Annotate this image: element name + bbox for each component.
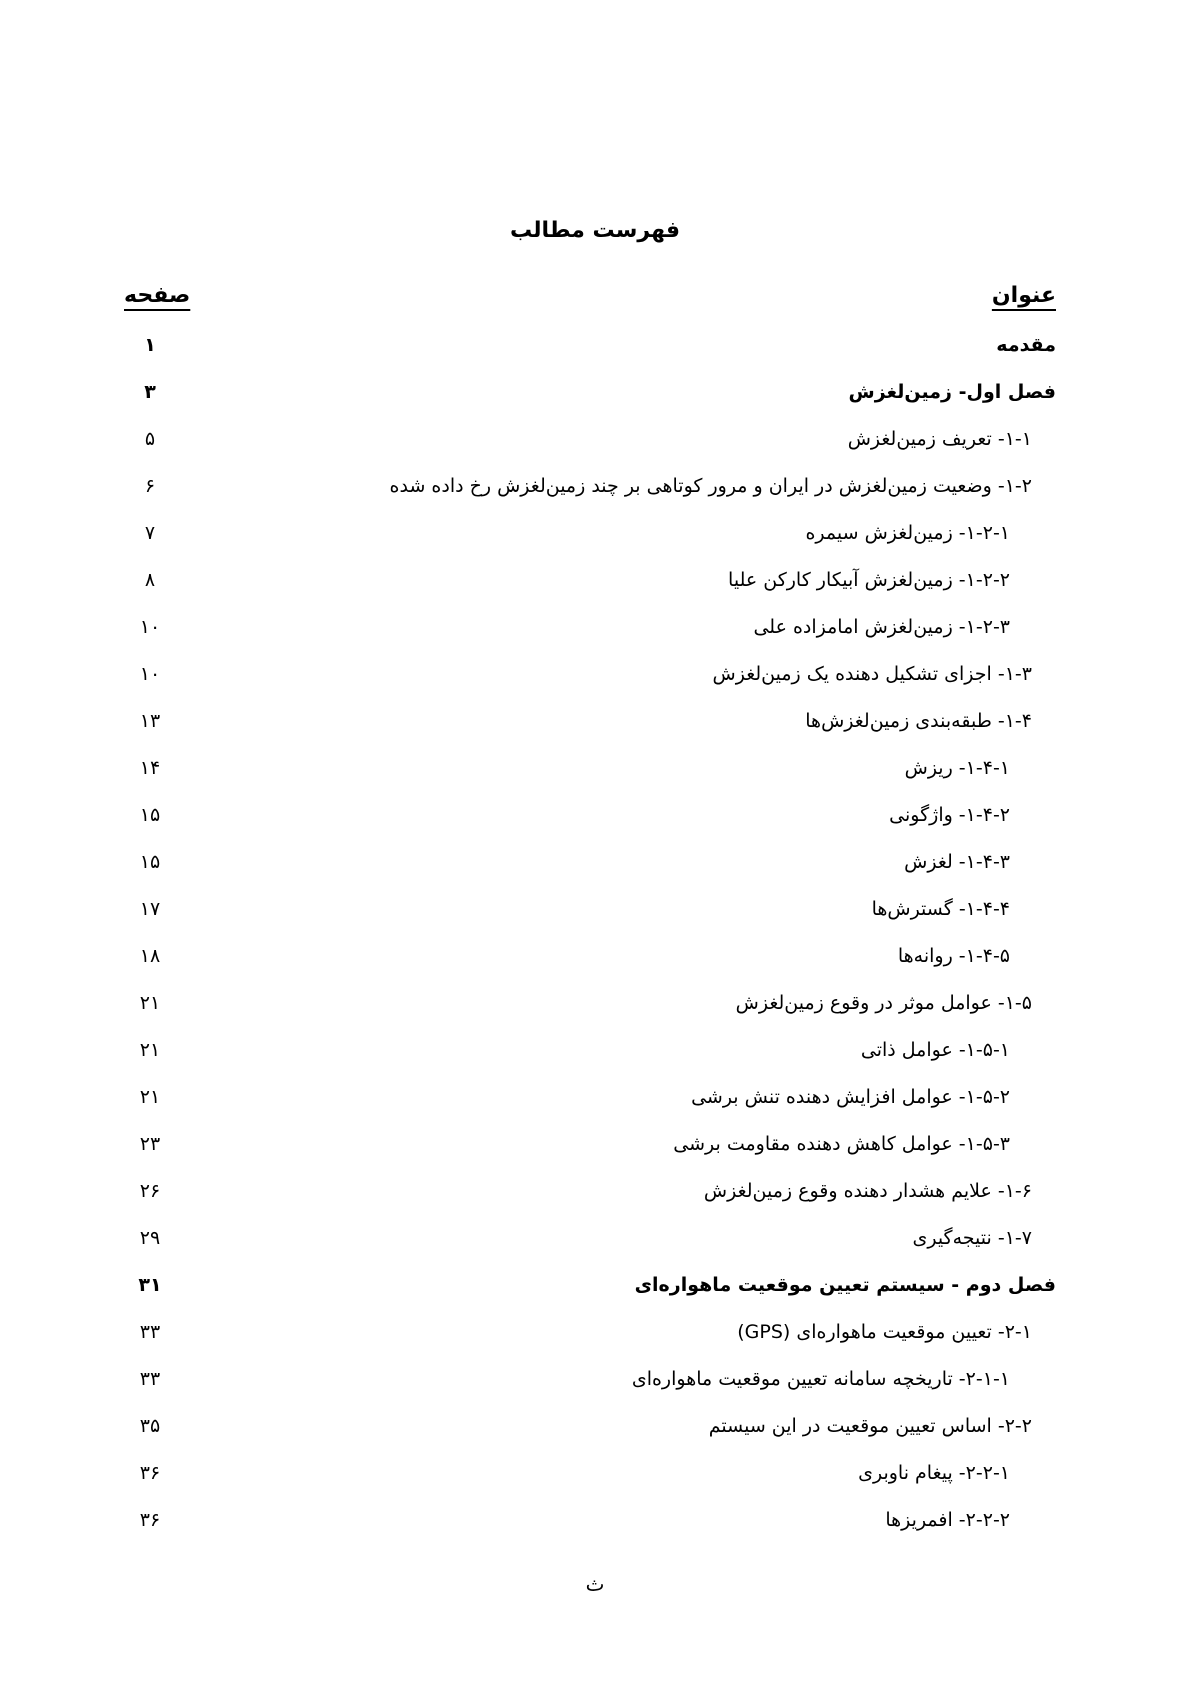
toc-entry-title: ۲-۱- تعیین موقعیت ماهواره‌ای (GPS)	[737, 1321, 1032, 1343]
toc-entry-title: ۱-۲- وضعیت زمین‌لغزش در ایران و مرور کوتاهی بر چند زمین‌لغزش رخ داده شده	[389, 475, 1032, 497]
toc-entry-page: ۲۶	[139, 1180, 161, 1202]
toc-entry[interactable]	[0, 941, 1190, 988]
toc-entry[interactable]	[0, 471, 1190, 518]
toc-entry-page: ۳۶	[139, 1462, 161, 1484]
toc-entry-title: ۱-۴-۴- گسترش‌ها	[871, 898, 1010, 920]
toc-entry[interactable]	[0, 988, 1190, 1035]
toc-entry-title: ۱-۵-۳- عوامل کاهش دهنده مقاومت برشی	[673, 1133, 1010, 1155]
toc-entry[interactable]	[0, 1035, 1190, 1082]
toc-entry-page: ۳۶	[139, 1509, 161, 1531]
toc-entry[interactable]	[0, 706, 1190, 753]
toc-entry[interactable]	[0, 565, 1190, 612]
toc-entry-title: ۱-۵- عوامل موثر در وقوع زمین‌لغزش	[735, 992, 1032, 1014]
toc-entry-title: ۱-۴-۵- روانه‌ها	[897, 945, 1010, 967]
toc-entry-page: ۱۵	[139, 851, 161, 873]
toc-entry-page: ۲۱	[139, 1086, 161, 1108]
toc-entry-page: ۱۷	[139, 898, 161, 920]
toc-entry-title: ۲-۲-۱- پیغام ناوبری	[858, 1462, 1010, 1484]
toc-entry-page: ۳	[144, 381, 156, 403]
toc-entry-page: ۲۱	[139, 992, 161, 1014]
toc-entry-title: فصل دوم - سیستم تعیین موقعیت ماهواره‌ای	[634, 1274, 1056, 1296]
toc-entry-page: ۳۳	[139, 1368, 161, 1390]
toc-entry-title: ۲-۲- اساس تعیین موقعیت در این سیستم	[708, 1415, 1032, 1437]
toc-entry-title: ۱-۵-۲- عوامل افزایش دهنده تنش برشی	[691, 1086, 1010, 1108]
toc-entry[interactable]	[0, 1505, 1190, 1552]
toc-entry[interactable]	[0, 330, 1190, 377]
toc-entry-page: ۳۱	[138, 1274, 162, 1296]
column-header-page: صفحه	[124, 283, 191, 308]
toc-entry-title: ۱-۴- طبقه‌بندی زمین‌لغزش‌ها	[805, 710, 1032, 732]
toc-entry-title: ۱-۴-۳- لغزش	[904, 851, 1010, 873]
toc-entry[interactable]	[0, 1458, 1190, 1505]
toc-entry-title: ۱-۶- علایم هشدار دهنده وقوع زمین‌لغزش	[703, 1180, 1032, 1202]
toc-entry[interactable]	[0, 1317, 1190, 1364]
toc-entry[interactable]	[0, 518, 1190, 565]
toc-entry-page: ۱۰	[139, 616, 161, 638]
toc-list	[0, 330, 1190, 1552]
toc-entry[interactable]	[0, 659, 1190, 706]
toc-entry-page: ۳۳	[139, 1321, 161, 1343]
toc-entry-page: ۱۵	[139, 804, 161, 826]
toc-entry-title: ۱-۲-۳- زمین‌لغزش امامزاده علی	[753, 616, 1010, 638]
toc-entry[interactable]	[0, 894, 1190, 941]
toc-entry-page: ۱۳	[139, 710, 161, 732]
toc-entry-title: ۱-۴-۲- واژگونی	[889, 804, 1010, 826]
toc-entry-title: مقدمه	[996, 334, 1056, 356]
column-header-title: عنوان	[991, 283, 1056, 308]
page-title: فهرست مطالب	[509, 218, 681, 243]
toc-entry-title: فصل اول- زمین‌لغزش	[848, 381, 1056, 403]
toc-entry-page: ۲۹	[139, 1227, 161, 1249]
toc-entry[interactable]	[0, 612, 1190, 659]
toc-entry-title: ۱-۱- تعریف زمین‌لغزش	[847, 428, 1032, 450]
toc-entry[interactable]	[0, 424, 1190, 471]
toc-entry-page: ۵	[144, 428, 156, 450]
toc-entry[interactable]	[0, 1082, 1190, 1129]
toc-entry-title: ۱-۷- نتیجه‌گیری	[912, 1227, 1032, 1249]
toc-entry[interactable]	[0, 1176, 1190, 1223]
toc-entry-page: ۲۱	[139, 1039, 161, 1061]
toc-entry[interactable]	[0, 800, 1190, 847]
toc-entry[interactable]	[0, 1411, 1190, 1458]
toc-entry[interactable]	[0, 847, 1190, 894]
toc-entry-title: ۱-۲-۱- زمین‌لغزش سیمره	[805, 522, 1010, 544]
toc-entry-page: ۳۵	[139, 1415, 161, 1437]
toc-entry-title: ۱-۵-۱- عوامل ذاتی	[860, 1039, 1010, 1061]
toc-entry-page: ۷	[144, 522, 156, 544]
toc-entry[interactable]	[0, 753, 1190, 800]
toc-entry[interactable]	[0, 377, 1190, 424]
toc-entry-title: ۱-۳- اجزای تشکیل دهنده یک زمین‌لغزش	[712, 663, 1032, 685]
toc-entry-title: ۲-۲-۲- افمریزها	[885, 1509, 1010, 1531]
toc-entry-page: ۱۴	[139, 757, 161, 779]
toc-entry-page: ۸	[144, 569, 156, 591]
toc-entry-page: ۶	[144, 475, 156, 497]
toc-entry-page: ۲۳	[139, 1133, 161, 1155]
toc-entry-title: ۲-۱-۱- تاریخچه سامانه تعیین موقعیت ماهواره‌ای	[631, 1368, 1010, 1390]
toc-entry[interactable]	[0, 1129, 1190, 1176]
toc-entry-page: ۱	[144, 334, 156, 356]
toc-entry-title: ۱-۲-۲- زمین‌لغزش آبیکار کارکن علیا	[728, 569, 1010, 591]
toc-entry[interactable]	[0, 1270, 1190, 1317]
toc-entry[interactable]	[0, 1223, 1190, 1270]
footer-page-number: ث	[585, 1572, 605, 1596]
toc-entry[interactable]	[0, 1364, 1190, 1411]
toc-entry-page: ۱۸	[139, 945, 161, 967]
toc-entry-page: ۱۰	[139, 663, 161, 685]
toc-entry-title: ۱-۴-۱- ریزش	[904, 757, 1010, 779]
